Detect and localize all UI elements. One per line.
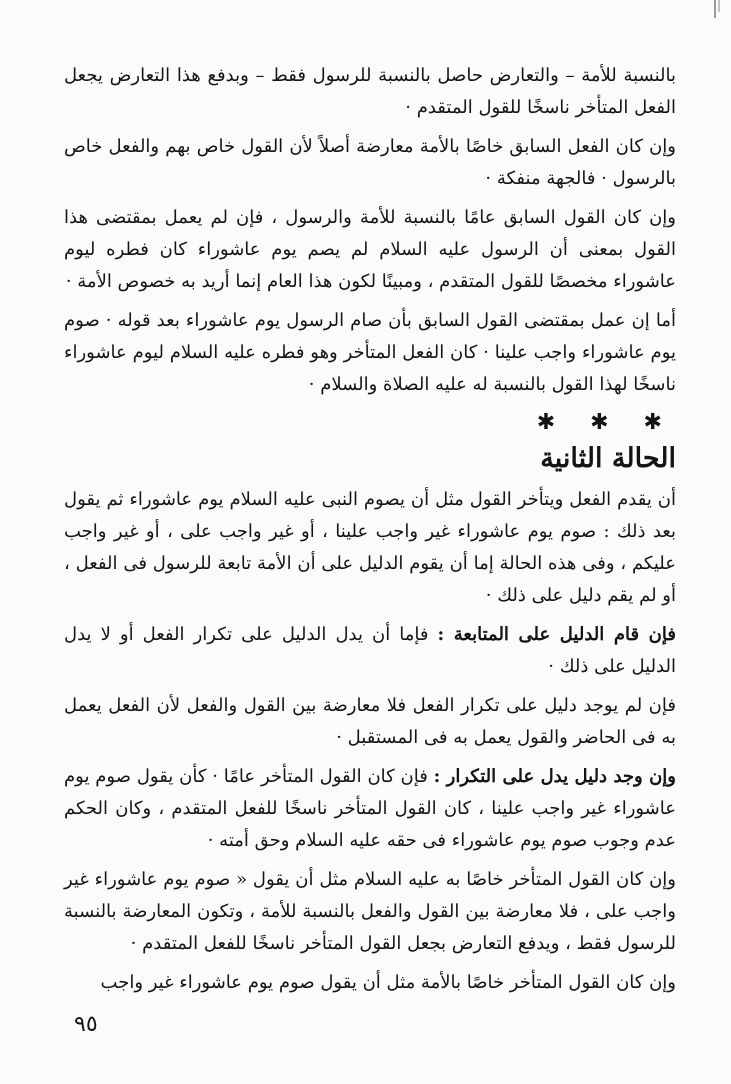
paragraph: وإن كان القول المتأخر خاصًا به عليه السلام مثل أن يقول « صوم يوم عاشوراء غير واجب على ، فلا معارضة بين القول والفعل بالنسبة للأمة ، وتكون المعارضة بالنسبة للرسول فقط ، ويدفع التعارض بجعل القول المتأخر ناسخًا للفعل المتقدم · [64,869,676,954]
paragraph: فإن لم يوجد دليل على تكرار الفعل فلا معارضة بين القول والفعل لأن الفعل يعمل به فى الحاضر والقول يعمل به فى المستقبل · [64,695,676,748]
paragraph [64,619,676,683]
paragraph: أما إن عمل بمقتضى القول السابق بأن صام الرسول يوم عاشوراء بعد قوله · صوم يوم عاشوراء واجب علينا · كان الفعل المتأخر وهو فطره عليه السلام ليوم عاشوراء ناسخًا لهذا القول بالنسبة له عليه الصلاة والسلام · [64,310,676,395]
page-number: ٩٥ [74,1012,98,1037]
page-edge-mark [718,0,720,12]
page-body [64,60,676,1006]
paragraph: أن يقدم الفعل ويتأخر القول مثل أن يصوم النبى عليه السلام يوم عاشوراء ثم يقول بعد ذلك : صوم يوم عاشوراء غير واجب علينا ، أو غير واجب على ، أو غير واجب عليكم ، وفى هذه الحالة إما أن يقوم الدليل على أن الأمة تابعة للرسول فى الفعل ، أو لم يقم دليل على ذلك · [64,489,676,606]
paragraph-lead: وإن وجد دليل يدل على التكرار : [433,766,676,787]
page-edge-mark [714,0,716,18]
section-separator: ✱ ✱ ✱ [536,410,676,435]
paragraph: وإن كان الفعل السابق خاصًا بالأمة معارضة أصلاً لأن القول خاص بهم والفعل خاص بالرسول · فالجهة منفكة · [64,136,676,189]
section-heading: الحالة الثانية [540,443,676,474]
paragraph-text: فإن كان القول المتأخر عامًا · كأن يقول صوم يوم عاشوراء غير واجب علينا ، كان القول المتأخر ناسخًا للفعل المتقدم ، وكان الحكم عدم وجوب صوم يوم عاشوراء فى حقه عليه السلام وحق أمته · [64,766,676,851]
paragraph: بالنسبة للأمة – والتعارض حاصل بالنسبة للرسول فقط – وبدفع هذا التعارض يجعل الفعل المتأخر ناسخًا للقول المتقدم · [64,65,676,118]
paragraph: وإن كان القول المتأخر خاصًا بالأمة مثل أن يقول صوم يوم عاشوراء غير واجب [100,972,676,993]
paragraph [64,761,676,857]
paragraph-text: فإما أن يدل الدليل على تكرار الفعل أو لا يدل الدليل على ذلك · [64,624,676,677]
paragraph: وإن كان القول السابق عامًا بالنسبة للأمة والرسول ، فإن لم يعمل بمقتضى هذا القول بمعنى أن الرسول عليه السلام لم يصم يوم عاشوراء كان فطره ليوم عاشوراء مخصصًا للقول المتقدم ، ومبينًا لكون هذا العام إنما أريد به خصوص الأمة · [64,207,676,292]
paragraph-lead: فإن قام الدليل على المتابعة : [437,624,676,645]
